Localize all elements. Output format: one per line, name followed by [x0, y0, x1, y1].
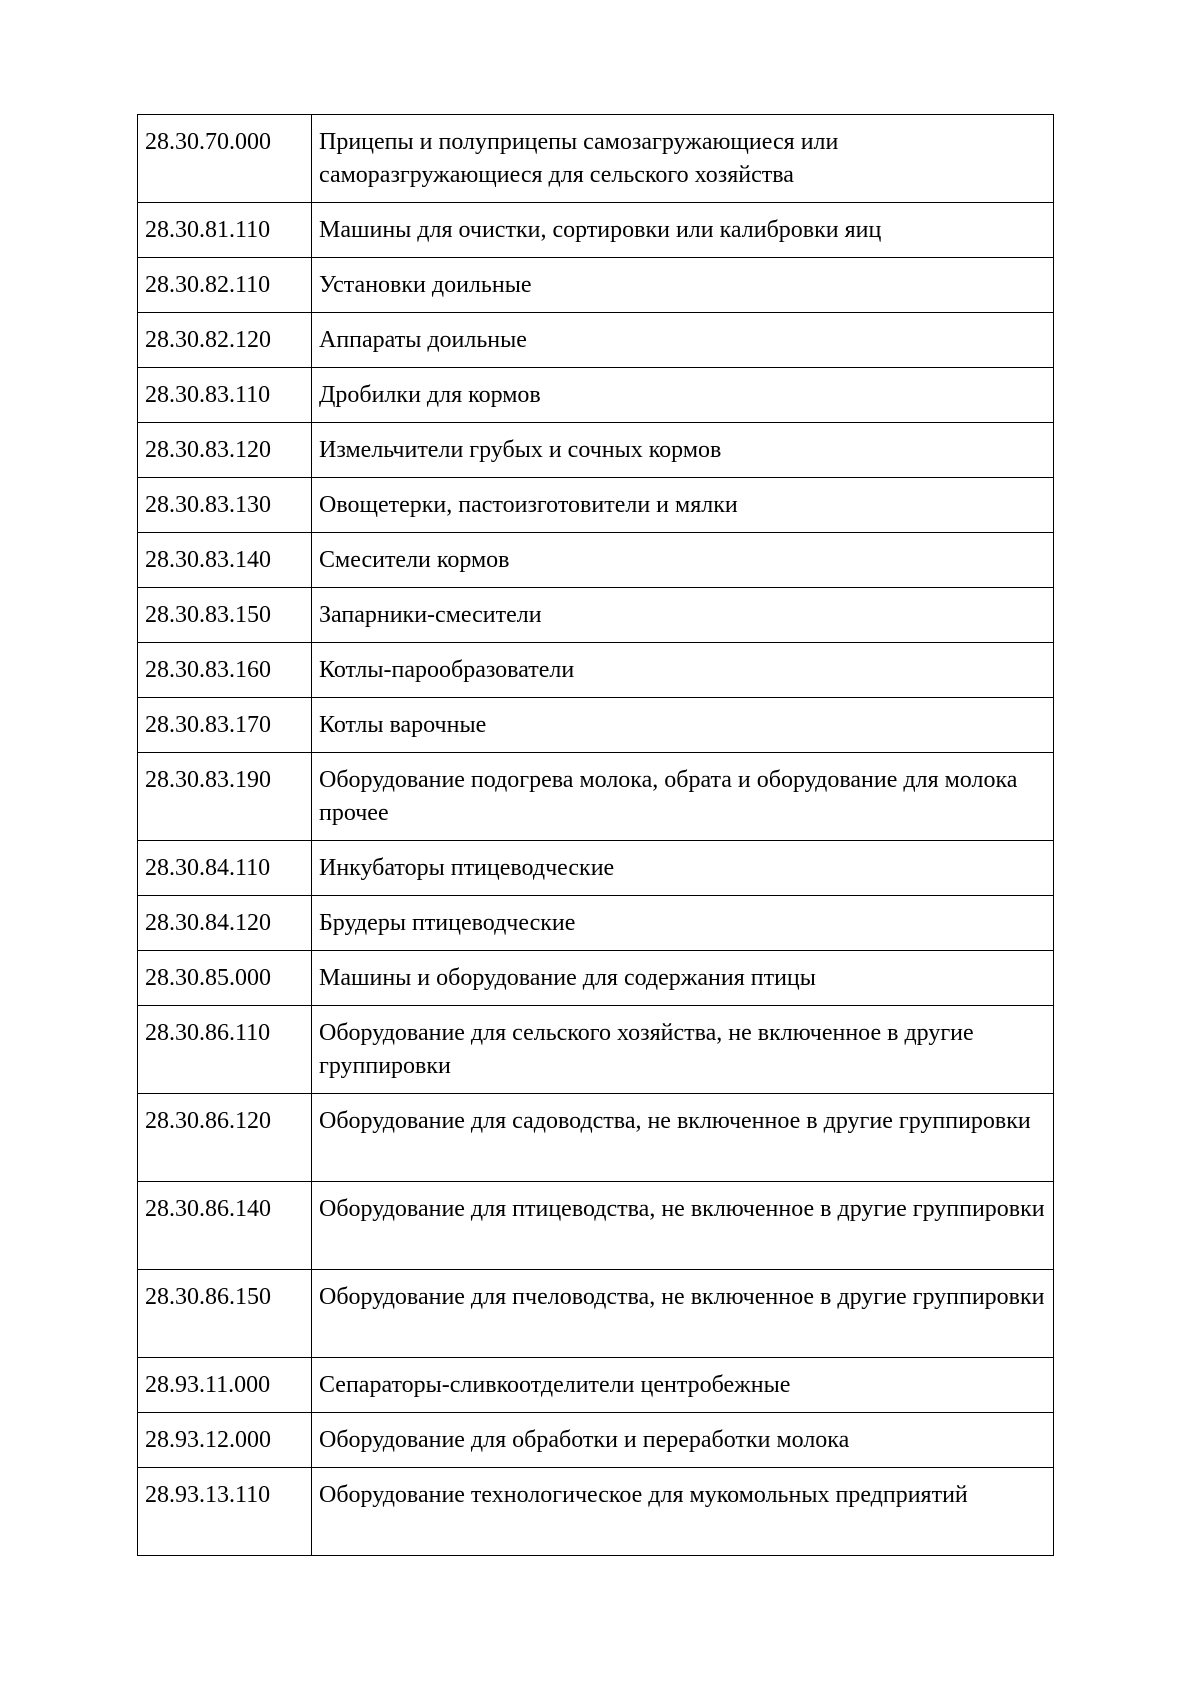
code-cell: 28.30.83.160	[138, 643, 312, 698]
name-cell: Оборудование для сельского хозяйства, не включенное в другие группировки	[312, 1006, 1054, 1094]
code-cell: 28.30.86.110	[138, 1006, 312, 1094]
name-cell: Брудеры птицеводческие	[312, 896, 1054, 951]
table-row	[138, 841, 1054, 896]
name-cell: Оборудование для пчеловодства, не включенное в другие группировки	[312, 1270, 1054, 1358]
code-cell: 28.30.86.120	[138, 1094, 312, 1182]
table-row	[138, 1413, 1054, 1468]
code-cell: 28.30.86.150	[138, 1270, 312, 1358]
name-cell: Машины для очистки, сортировки или калибровки яиц	[312, 203, 1054, 258]
table-row	[138, 1468, 1054, 1556]
name-cell: Установки доильные	[312, 258, 1054, 313]
name-cell: Запарники-смесители	[312, 588, 1054, 643]
table-row	[138, 1358, 1054, 1413]
code-cell: 28.30.81.110	[138, 203, 312, 258]
code-cell: 28.30.83.110	[138, 368, 312, 423]
table-row	[138, 753, 1054, 841]
table-row	[138, 115, 1054, 203]
code-cell: 28.30.83.170	[138, 698, 312, 753]
name-cell: Смесители кормов	[312, 533, 1054, 588]
name-cell: Оборудование для садоводства, не включенное в другие группировки	[312, 1094, 1054, 1182]
name-cell: Измельчители грубых и сочных кормов	[312, 423, 1054, 478]
code-cell: 28.30.83.120	[138, 423, 312, 478]
name-cell: Дробилки для кормов	[312, 368, 1054, 423]
code-cell: 28.30.82.120	[138, 313, 312, 368]
table-row	[138, 258, 1054, 313]
table-row	[138, 698, 1054, 753]
code-cell: 28.30.83.150	[138, 588, 312, 643]
table-row	[138, 1094, 1054, 1182]
code-cell: 28.30.70.000	[138, 115, 312, 203]
name-cell: Оборудование для обработки и переработки молока	[312, 1413, 1054, 1468]
okpd-code-table	[137, 114, 1054, 1556]
code-cell: 28.93.11.000	[138, 1358, 312, 1413]
name-cell: Сепараторы-сливкоотделители центробежные	[312, 1358, 1054, 1413]
table-row	[138, 478, 1054, 533]
table-row	[138, 1270, 1054, 1358]
table-row	[138, 423, 1054, 478]
table-row	[138, 588, 1054, 643]
table-row	[138, 896, 1054, 951]
code-cell: 28.30.83.140	[138, 533, 312, 588]
name-cell: Оборудование подогрева молока, обрата и оборудование для молока прочее	[312, 753, 1054, 841]
code-cell: 28.30.85.000	[138, 951, 312, 1006]
name-cell: Прицепы и полуприцепы самозагружающиеся или саморазгружающиеся для сельского хозяйства	[312, 115, 1054, 203]
code-cell: 28.30.84.120	[138, 896, 312, 951]
code-cell: 28.93.13.110	[138, 1468, 312, 1556]
code-cell: 28.93.12.000	[138, 1413, 312, 1468]
code-cell: 28.30.82.110	[138, 258, 312, 313]
name-cell: Аппараты доильные	[312, 313, 1054, 368]
name-cell: Котлы-парообразователи	[312, 643, 1054, 698]
name-cell: Инкубаторы птицеводческие	[312, 841, 1054, 896]
name-cell: Котлы варочные	[312, 698, 1054, 753]
table-row	[138, 533, 1054, 588]
table-row	[138, 1006, 1054, 1094]
table-row	[138, 368, 1054, 423]
code-cell: 28.30.84.110	[138, 841, 312, 896]
code-cell: 28.30.86.140	[138, 1182, 312, 1270]
table-row	[138, 313, 1054, 368]
code-cell: 28.30.83.130	[138, 478, 312, 533]
name-cell: Машины и оборудование для содержания птицы	[312, 951, 1054, 1006]
table-row	[138, 203, 1054, 258]
table-row	[138, 643, 1054, 698]
code-cell: 28.30.83.190	[138, 753, 312, 841]
name-cell: Овощетерки, пастоизготовители и мялки	[312, 478, 1054, 533]
name-cell: Оборудование для птицеводства, не включенное в другие группировки	[312, 1182, 1054, 1270]
name-cell: Оборудование технологическое для мукомольных предприятий	[312, 1468, 1054, 1556]
table-row	[138, 951, 1054, 1006]
table-row	[138, 1182, 1054, 1270]
